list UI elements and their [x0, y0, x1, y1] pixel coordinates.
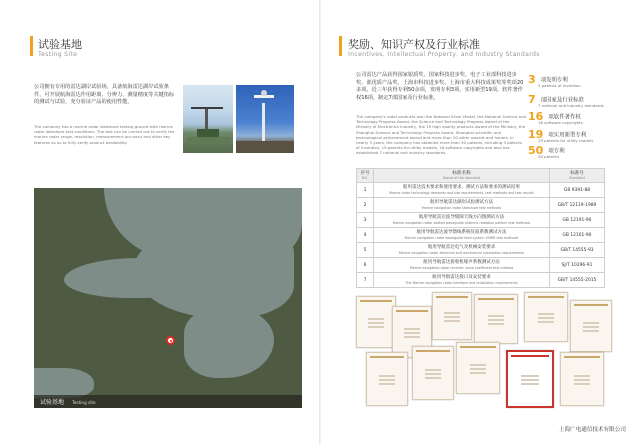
section-accent-bar: [30, 36, 33, 56]
certificate-image: [474, 294, 518, 344]
stat-standards: 7 部国家及行业标准: [528, 93, 584, 106]
certificate-image: [366, 352, 408, 406]
certificate-image: [412, 346, 454, 400]
stat-invention-patents-en: 3 patents of invention: [538, 83, 581, 88]
satellite-map: [34, 188, 302, 408]
stat-invention-patents: 3 项发明专利: [528, 73, 568, 86]
certificate-image: [432, 292, 472, 340]
table-row: 5 航用导航雷达电气及机械安装要求 Marine navigation radar electrical and mechanical installation requirements GB/T 14555-93: [357, 243, 605, 258]
section-subtitle: Incentives, Intellectual Property, and Industry Standards: [348, 51, 540, 58]
awards-text-cn: 公司雷达产品获得国家银质奖、国家科技进步奖、电子工业部科技进步奖、部优质产品奖、上海市科技进步奖、上海市重大科技成果奖等奖项20多项。近三年获得专利50余项，发明专利3项，实用新型19项，软件著作权16项，制定7部国家及行业标准。: [356, 72, 524, 101]
certificate-image: [506, 350, 554, 408]
radar-tower-illustration: [183, 85, 233, 153]
location-marker-icon: [166, 336, 175, 345]
header-name: 标准名称 Name of the standard: [374, 169, 550, 183]
stat-utility-patents: 19 项实用新型专利: [528, 128, 587, 141]
header-code: 标准号 Standard: [550, 169, 605, 183]
map-caption: 试验基地: [40, 399, 65, 406]
certificate-image: [456, 342, 500, 394]
stat-utility-patents-en: 19 patents for utility models: [538, 138, 594, 143]
radar-tower-photo: [183, 85, 233, 153]
certificate-image: [560, 352, 604, 406]
stat-software-copyrights: 16 项软件著作权: [528, 110, 581, 123]
table-row: 7 航用导航雷达接口及安装要求 The Marine navigation radar interface and installation requirements GB/T 14555-2015: [357, 273, 605, 288]
table-row: 4 航用导航雷达波导馈线系统驻波系数测试方法 Marine navigation radar waveguide feed system VSWR test methods GB 12101-90: [357, 228, 605, 243]
certificates-collage: [356, 292, 618, 412]
table-row: 6 航用导航雷达接收机噪声系数测试方法 Marine navigation radar receiver noise coefficient test method SJ/T 10296-91: [357, 258, 605, 273]
table-header-row: [357, 169, 605, 183]
stat-standards-en: 7 national and industry standards: [538, 103, 604, 108]
table-row: 2 航用导航雷达湖岸试验测试方法 Marine navigation radar lakeshore test methods GB/T 12119-1989: [357, 198, 605, 213]
intro-text-en: The company has a marine radar lakeshore testing ground with marine radar lakeshore test conditions. The test can be carried out to verify the marine radar range, resolution, measurement accuracy and other key features so as to fully verify product availability.: [34, 124, 175, 145]
table-row: 3 航用导航雷达波导缝隙天线方向图测试方法 Marine navigation radar slotted waveguide antenna radiation pattern test methods GB 12191-90: [357, 213, 605, 228]
table-row: 1 船用雷达技术要求和使用要求、测试方法和要求的测试结果 Marine radar technology demands and use requirements, test methods and test results GB 9391-88: [357, 183, 605, 198]
standards-table: [356, 168, 605, 288]
map-caption-band: [34, 395, 302, 408]
company-name: 上海广电通信技术有限公司: [558, 427, 626, 433]
section-accent-bar: [339, 36, 342, 56]
section-title: 奖励、知识产权及行业标准: [348, 38, 480, 51]
header-no: 序号 NO.: [357, 169, 374, 183]
antenna-photo: [236, 85, 294, 153]
intro-text-cn: 公司拥有专用的雷达湖岸试验场，具备航海雷达湖岸试验条件，可开展航海雷达作用距离、分辨力、测量精度等关键指标的测试与试验，充分验证产品的使用性能。: [34, 84, 175, 106]
certificate-image: [570, 300, 612, 352]
map-caption-en: Testing site: [72, 400, 96, 405]
stat-total-patents-en: 50 patents: [538, 154, 559, 159]
stat-total-patents: 50 项专利: [528, 144, 565, 157]
certificate-image: [524, 292, 568, 342]
section-subtitle: Testing Site: [38, 51, 78, 58]
stat-software-copyrights-en: 16 software copyrights: [538, 120, 583, 125]
antenna-illustration: [236, 85, 294, 153]
certificate-image: [356, 296, 396, 348]
awards-text-en: The company's radar products won the National Silver Medal, the National Science and Technology Progress Award, the Science and Technology Progress Award of the Ministry of Electronics Industry, the 19 high quality products Award of the Ministry, the Shanghai Science and Technology Progress Award, Shanghai scientific and technological achievement award and more than 20 other awards and honors. In nearly 3 years, the company has obtained more than 50 patents, including 3 patents of invention, 19 patents for utility models, 16 software copyrights and also has established 7 national and industry standards.: [356, 114, 527, 156]
section-title: 试验基地: [38, 38, 82, 51]
